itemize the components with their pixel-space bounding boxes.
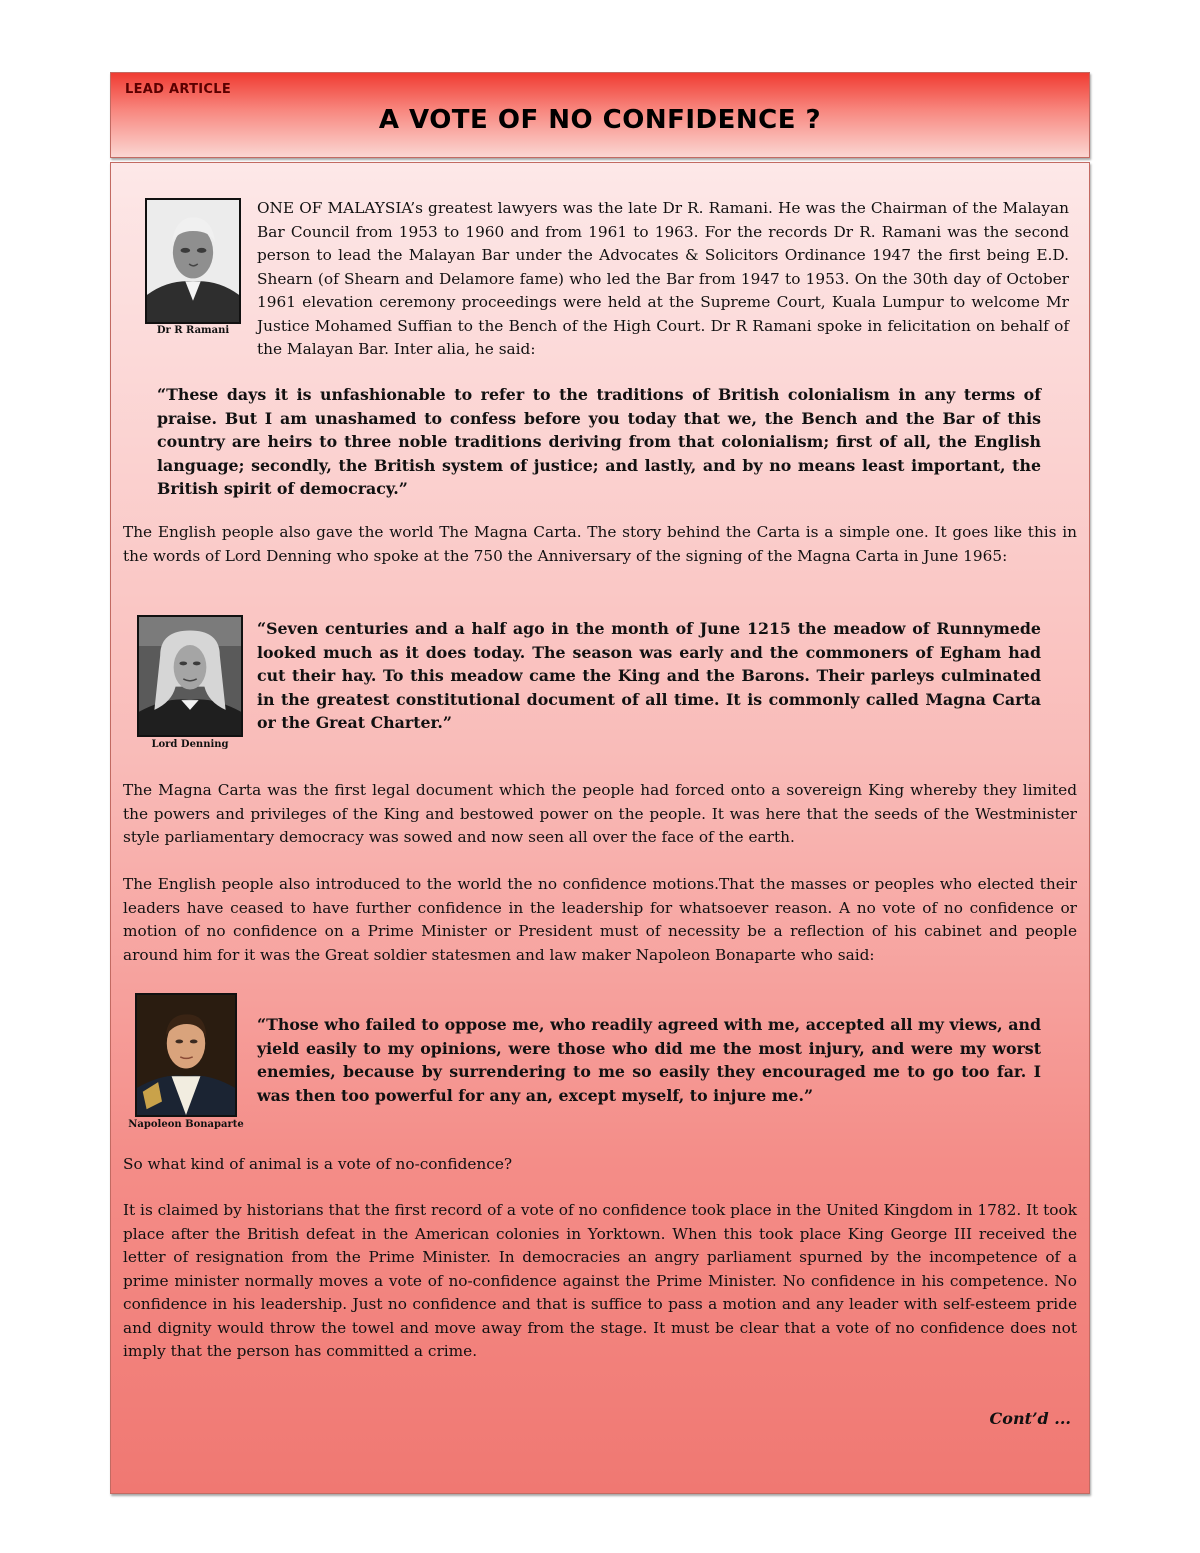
question-paragraph: So what kind of animal is a vote of no-confidence? xyxy=(123,1155,513,1173)
article-body xyxy=(110,162,1090,1494)
section-label: LEAD ARTICLE xyxy=(125,82,232,97)
magna-carta-paragraph: The Magna Carta was the first legal document which the people had forced onto a sovereign King whereby they limited the powers and privileges of the King and bestowed power on the people. It was here that the seeds of the Westminister style parliamentary democracy was sowed and now seen all over the face of the earth. xyxy=(123,781,1077,846)
portrait-ramani xyxy=(145,198,241,324)
quote-denning: “Seven centuries and a half ago in the month of June 1215 the meadow of Runnymede looked much as it does today. The season was early and the commoners of Egham had cut their hay. To this meadow came the King and the Barons. Their parleys culminated in the greatest constitutional document of all time. It is commonly called Magna Carta or the Great Charter.” xyxy=(257,619,1041,732)
caption-ramani: Dr R Ramani xyxy=(156,325,230,336)
quote-ramani: “These days it is unfashionable to refer to the traditions of British colonialism in any terms of praise. But I am unashamed to confess before you today that we, the Bench and the Bar of this country are heirs to three noble traditions deriving from that colonialism; first of all, the English language; secondly, the British system of justice; and lastly, and by no means least important, the British spirit of democracy.” xyxy=(157,385,1041,498)
history-paragraph: It is claimed by historians that the first record of a vote of no confidence took place in the United Kingdom in 1782. It took place after the British defeat in the American colonies in Yorktown. When this took place King George III received the letter of resignation from the Prime Minister. In democracies an angry parliament spurned by the incompetence of a prime minister normally moves a vote of no-confidence against the Prime Minister. No confidence in his competence. No confidence in his leadership. Just no confidence and that is suffice to pass a motion and any leader with self-esteem pride and dignity would throw the towel and move away from the stage. It must be clear that a vote of no confidence does not imply that the person has committed a crime. xyxy=(123,1201,1077,1360)
no-confidence-paragraph: The English people also introduced to the world the no confidence motions.That the masses or peoples who elected their leaders have ceased to have further confidence in the leadership for whatsoever reason. A no vote of no confidence or motion of no confidence on a Prime Minister or President must of necessity be a reflection of his cabinet and people around him for it was the Great soldier statesmen and law maker Napoleon Bonaparte who said: xyxy=(123,875,1077,964)
portrait-napoleon xyxy=(135,993,237,1117)
article-title: A VOTE OF NO CONFIDENCE ? xyxy=(378,105,822,135)
magna-carta-intro: The English people also gave the world The Magna Carta. The story behind the Carta is a simple one. It goes like this in the words of Lord Denning who spoke at the 750 the Anniversary of the signing of the Magna Carta in June 1965: xyxy=(123,523,1077,565)
continued-label: Cont’d ... xyxy=(989,1409,1071,1428)
caption-denning: Lord Denning xyxy=(151,739,229,750)
caption-napoleon: Napoleon Bonaparte xyxy=(128,1119,244,1130)
intro-paragraph: ONE OF MALAYSIA’s greatest lawyers was the late Dr R. Ramani. He was the Chairman of the Malayan Bar Council from 1953 to 1960 and from 1961 to 1963. For the records Dr R. Ramani was the second person to lead the Malayan Bar under the Advocates & Solicitors Ordinance 1947 the first being E.D. Shearn (of Shearn and Delamore fame) who led the Bar from 1947 to 1953. On the 30th day of October 1961 elevation ceremony proceedings were held at the Supreme Court, Kuala Lumpur to welcome Mr Justice Mohamed Suffian to the Bench of the High Court. Dr R Ramani spoke in felicitation on behalf of the Malayan Bar. Inter alia, he said: xyxy=(257,199,1069,358)
article-header xyxy=(110,72,1090,158)
quote-napoleon: “Those who failed to oppose me, who readily agreed with me, accepted all my views, and yield easily to my opinions, were those who did me the most injury, and were my worst enemies, because by surrendering to me so easily they encouraged me to go too far. I was then too powerful for any an, except myself, to injure me.” xyxy=(257,1015,1041,1105)
portrait-denning xyxy=(137,615,243,737)
